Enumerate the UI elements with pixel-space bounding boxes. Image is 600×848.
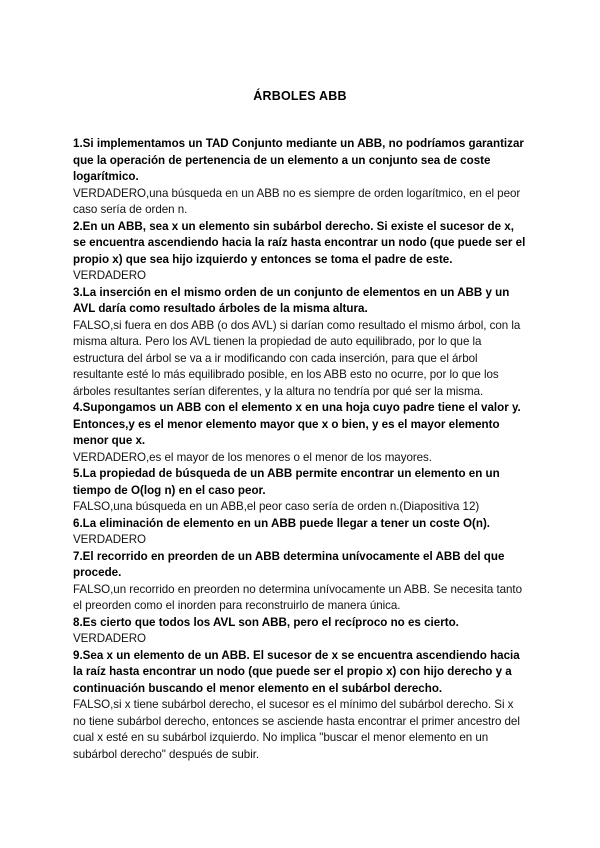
answer-8: VERDADERO xyxy=(73,632,146,645)
question-6: 6.La eliminación de elemento en un ABB puede llegar a tener un coste O(n). xyxy=(73,516,491,530)
question-2: 2.En un ABB, sea x un elemento sin subárbol derecho. Si existe el sucesor de x, se encuentra ascendiendo hacia la raíz hasta encontrar un nodo (que puede ser el propio x) que sea hijo izquierdo y entonces se toma el padre de este. xyxy=(73,219,526,266)
question-5: 5.La propiedad de búsqueda de un ABB permite encontrar un elemento en un tiempo de O(log n) en el caso peor. xyxy=(73,467,500,497)
answer-2: VERDADERO xyxy=(73,269,146,282)
question-9: 9.Sea x un elemento de un ABB. El sucesor de x se encuentra ascendiendo hacia la raíz hasta encontrar un nodo (que puede ser el propio x) con hijo derecho y a continuación buscando el menor elemento en el subárbol derecho. xyxy=(73,648,520,695)
question-4: 4.Supongamos un ABB con el elemento x en una hoja cuyo padre tiene el valor y. Entonces,y es el menor elemento mayor que x o bien, y es el mayor elemento menor que x. xyxy=(73,401,521,447)
question-7: 7.El recorrido en preorden de un ABB determina unívocamente el ABB del que procede. xyxy=(73,549,505,579)
question-list xyxy=(73,136,529,763)
answer-4: VERDADERO,es el mayor de los menores o el menor de los mayores. xyxy=(73,450,432,464)
answer-5: FALSO,una búsqueda en un ABB,el peor caso sería de orden n.(Diapositiva 12) xyxy=(73,500,480,513)
question-1: 1.Si implementamos un TAD Conjunto mediante un ABB, no podríamos garantizar que la operación de pertenencia de un elemento a un conjunto sea de coste logarítmico. xyxy=(73,137,524,183)
answer-6: VERDADERO xyxy=(73,533,146,546)
question-8: 8.Es cierto que todos los AVL son ABB, pero el recíproco no es cierto. xyxy=(73,615,459,629)
question-3: 3.La inserción en el mismo orden de un conjunto de elementos en un ABB y un AVL daría como resultado árboles de la misma altura. xyxy=(73,285,510,315)
answer-3: FALSO,si fuera en dos ABB (o dos AVL) si darían como resultado el mismo árbol, con la misma altura. Pero los AVL tienen la propiedad de auto equilibrado, por lo que la estructura del árbol se va a ir modificando con cada inserción, para que el árbol resultante esté lo más equilibrado posible, en los ABB esto no ocurre, por lo que los árboles resultantes serían diferentes, y la altura no tendría por qué ser la misma. xyxy=(73,318,521,398)
answer-1: VERDADERO,una búsqueda en un ABB no es siempre de orden logarítmico, en el peor caso sería de orden n. xyxy=(73,186,521,216)
answer-7: FALSO,un recorrido en preorden no determina unívocamente un ABB. Se necesita tanto el preorden como el inorden para reconstruirlo de manera única. xyxy=(73,582,522,612)
answer-9: FALSO,si x tiene subárbol derecho, el sucesor es el mínimo del subárbol derecho. Si x no tiene subárbol derecho, entonces se asciende hasta encontrar el primer ancestro del cual x esté en su subárbol izquierdo. No implica "buscar el menor elemento en un subárbol derecho" después de subir. xyxy=(73,698,520,761)
page-title: ÁRBOLES ABB xyxy=(253,89,347,103)
